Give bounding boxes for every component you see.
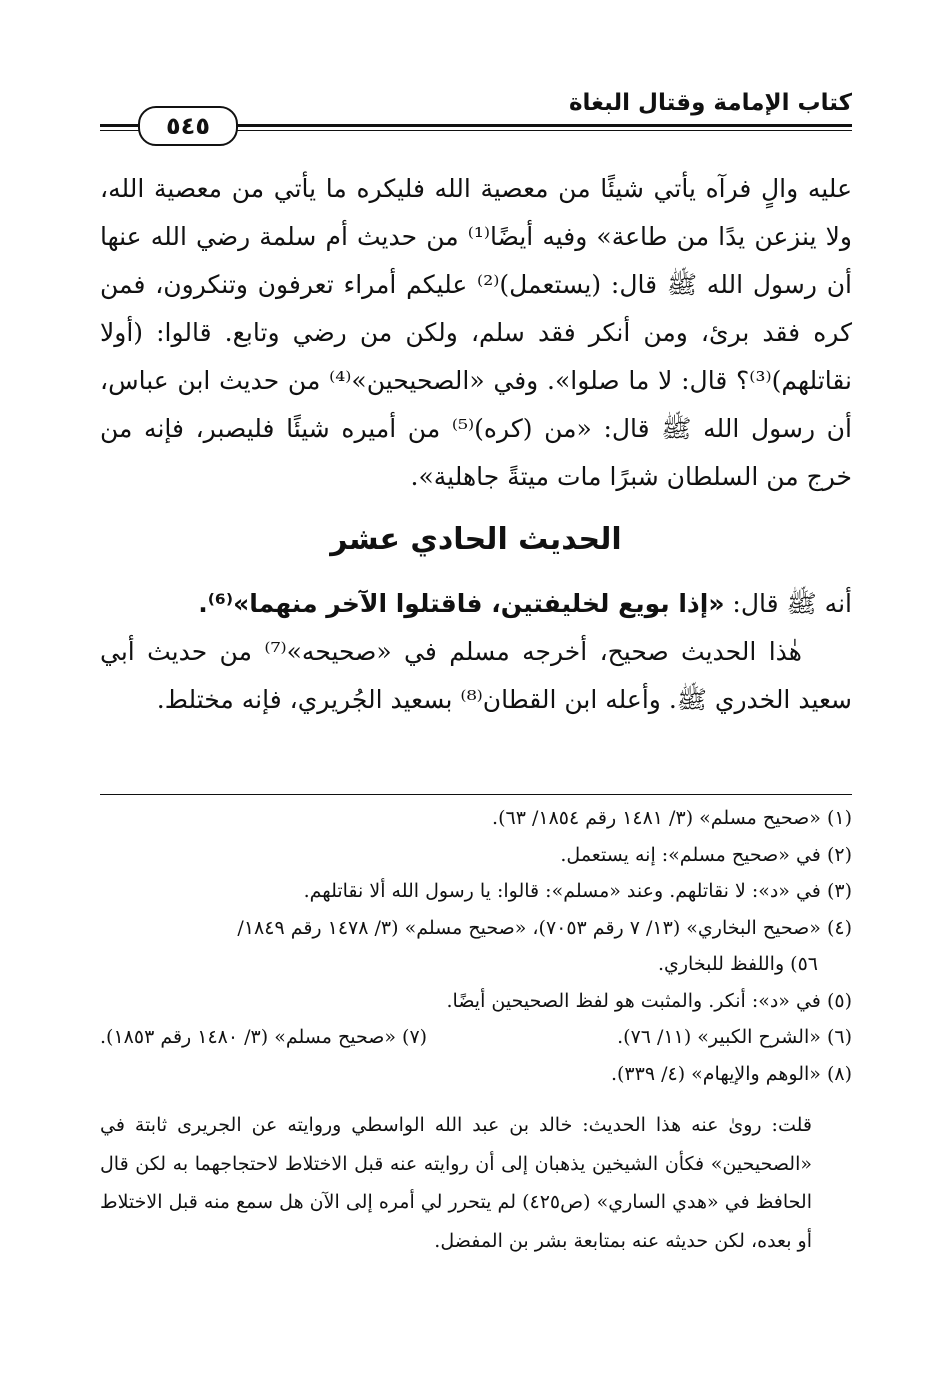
- body-paragraph-block: [100, 165, 852, 501]
- footnote-text: في «د»: أنكر. والمثبت هو لفظ الصحيحين أيضًا.: [446, 989, 821, 1012]
- page-number: ٥٤٥: [138, 106, 238, 146]
- footnote-number: (٦): [826, 1026, 852, 1048]
- footnote: [100, 1019, 427, 1056]
- footnote: [100, 983, 852, 1020]
- hadith-line: [100, 580, 852, 628]
- footnote-continuation: ٥٦) واللفظ للبخاري.: [657, 953, 818, 975]
- footnote-number: (٤): [826, 916, 852, 939]
- footnotes: [100, 800, 852, 1092]
- footnote: [100, 1056, 852, 1093]
- hadith-block: [100, 580, 852, 724]
- footnote-text: «صحيح مسلم» (٣/ ١٤٨٠ رقم ١٨٥٣).: [100, 1026, 396, 1048]
- footnote-text: في «د»: لا نقاتلهم. وعند «مسلم»: قالوا: يا رسول الله ألا نقاتلهم.: [303, 880, 821, 902]
- editor-note-text: قلت: رویٰ عنه هذا الحديث: خالد بن عبد الله الواسطي وروايته عن الجريرى ثابتة في «الصحيحين» فكأن الشيخين يذهبان إلى أن روايته عنه قبل الاختلاط لاحتجاجهما به لكن قال الحافظ في «هدي الساري» (ص٤٢٥) لم يتحرر لي أمره إلى الآن هل سمع منه قبل الاختلاط أو بعده، لكن حديثه عنه بمتابعة بشر بن المفضل.: [100, 1114, 812, 1252]
- footnote: [100, 837, 852, 874]
- footnote: [100, 800, 852, 837]
- hadith-text: «إذا بويع لخليفتين، فاقتلوا الآخر منهما»⁽⁶⁾.: [198, 589, 725, 618]
- page-header: [100, 88, 852, 148]
- footnote-number: (٢): [826, 843, 852, 866]
- section-heading: الحديث الحادي عشر: [330, 522, 622, 557]
- footnote-number: (٨): [826, 1062, 852, 1085]
- footnote-separator: [100, 794, 852, 795]
- footnote-text: في «صحيح مسلم»: إنه يستعمل.: [560, 843, 821, 866]
- hadith-intro: أنه ﷺ قال:: [724, 589, 852, 618]
- footnote-number: (١): [826, 807, 852, 829]
- footnote: [100, 873, 852, 910]
- footnote-number: (٣): [826, 880, 852, 902]
- footnote-text: «الشرح الكبير» (١١/ ٧٦).: [617, 1026, 821, 1048]
- footnote: [617, 1019, 852, 1056]
- footnote-number: (٥): [826, 989, 852, 1012]
- footnote-text: «صحيح مسلم» (٣/ ١٤٨١ رقم ١٨٥٤/ ٦٣).: [492, 807, 821, 829]
- body-paragraph: عليه والٍ فرآه يأتي شيئًا من معصية الله فليكره ما يأتي من معصية الله، ولا ينزعن يدًا من طاعة» وفيه أيضًا⁽¹⁾ من حديث أم سلمة رضي الله عنها أن رسول الله ﷺ قال: (يستعمل)⁽²⁾ عليكم أمراء تعرفون وتنكرون، فمن كره فقد برئ، ومن أنكر فقد سلم، ولكن من رضي وتابع. قالوا: (أولا نقاتلهم)⁽³⁾؟ قال: لا ما صلوا». وفي «الصحيحين»⁽⁴⁾ من حديث ابن عباس، أن رسول الله ﷺ قال: «من (كره)⁽⁵⁾ من أميره شيئًا فليصبر، فإنه من خرج من السلطان شبرًا مات ميتةً جاهلية».: [100, 174, 852, 491]
- editor-note: [100, 1106, 812, 1260]
- footnote-pair: [100, 1019, 852, 1056]
- hadith-commentary: هٰذا الحديث صحيح، أخرجه مسلم في «صحيحه»⁽⁷⁾ من حديث أبي سعيد الخدري ﷺ. وأعله ابن القطان⁽⁸⁾ بسعيد الجُريري، فإنه مختلط.: [100, 637, 852, 714]
- footnote: [100, 910, 852, 983]
- running-title: كتاب الإمامة وقتال البغاة: [561, 90, 852, 116]
- footnote-text: «الوهم والإيهام» (٤/ ٣٣٩).: [610, 1062, 821, 1085]
- footnote-text: «صحيح البخاري» (١٣/ ٧ رقم ٧٠٥٣)، «صحيح مسلم» (٣/ ١٤٧٨ رقم ١٨٤٩/: [237, 916, 821, 939]
- footnote-number: (٧): [402, 1026, 428, 1048]
